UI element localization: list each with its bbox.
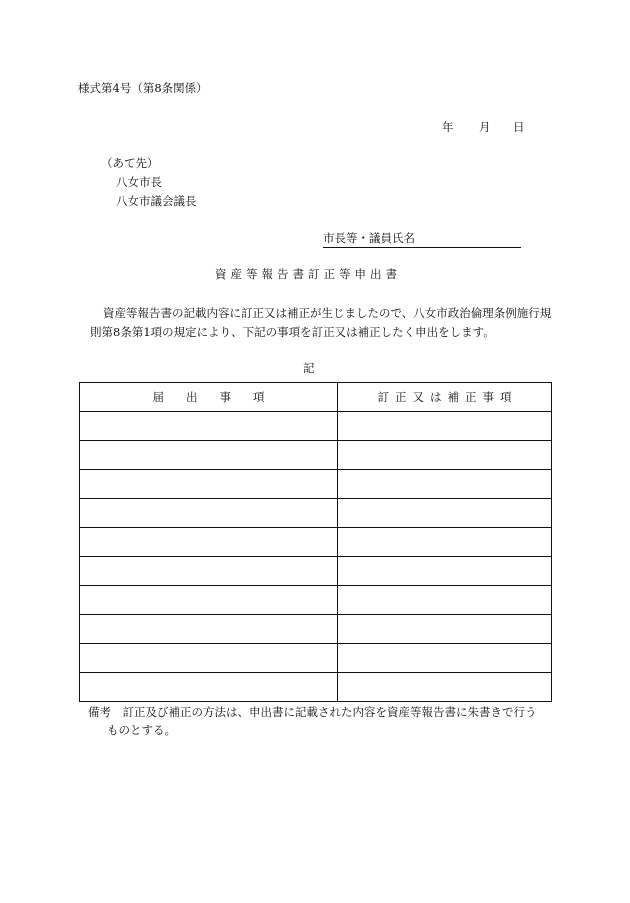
notified-item-cell[interactable] (80, 441, 338, 470)
date-year-label: 年 (442, 120, 454, 134)
correction-item-cell[interactable] (338, 470, 552, 499)
correction-item-cell[interactable] (338, 615, 552, 644)
notified-item-cell[interactable] (80, 557, 338, 586)
notified-item-cell[interactable] (80, 673, 338, 702)
notified-item-cell[interactable] (80, 412, 338, 441)
header-notified-item: 届出事項 (80, 383, 338, 412)
table-row (80, 441, 552, 470)
table-row (80, 586, 552, 615)
addressee-mayor: 八女市長 (116, 175, 162, 189)
table-body (80, 412, 552, 702)
table-row (80, 470, 552, 499)
notified-item-cell[interactable] (80, 615, 338, 644)
ki-heading: 記 (303, 361, 315, 375)
correction-item-cell[interactable] (338, 528, 552, 557)
notified-item-cell[interactable] (80, 528, 338, 557)
table-row (80, 528, 552, 557)
correction-item-cell[interactable] (338, 441, 552, 470)
addressee-heading: （あて先） (101, 156, 159, 170)
body-text: 資産等報告書の記載内容に訂正又は補正が生じましたので、八女市政治倫理条例施行規則第8条第1項の規定により、下記の事項を訂正又は補正したく申出をします。 (90, 306, 552, 339)
notified-item-cell[interactable] (80, 499, 338, 528)
correction-item-cell[interactable] (338, 412, 552, 441)
table-row (80, 644, 552, 673)
correction-item-cell[interactable] (338, 499, 552, 528)
table-row (80, 615, 552, 644)
remarks-note-continued: ものとする。 (107, 723, 176, 737)
document-title: 資産等報告書訂正等申出書 (215, 267, 401, 281)
remarks-note: 備考 訂正及び補正の方法は、申出書に記載された内容を資産等報告書に朱書きで行う (88, 705, 537, 719)
body-paragraph (90, 304, 560, 342)
header-correction-item: 訂正又は補正事項 (338, 383, 552, 412)
signer-name-field: 市長等・議員氏名 (323, 230, 521, 248)
correction-item-cell[interactable] (338, 644, 552, 673)
table-header-row (80, 383, 552, 412)
addressee-council-chair: 八女市議会議長 (116, 194, 197, 208)
notified-item-cell[interactable] (80, 586, 338, 615)
correction-item-cell[interactable] (338, 557, 552, 586)
items-table (79, 382, 552, 702)
table-row (80, 673, 552, 702)
table-row (80, 412, 552, 441)
correction-item-cell[interactable] (338, 586, 552, 615)
notified-item-cell[interactable] (80, 644, 338, 673)
date-month-label: 月 (479, 120, 491, 134)
date-day-label: 日 (513, 120, 525, 134)
form-number: 様式第4号（第8条関係） (78, 81, 208, 95)
correction-item-cell[interactable] (338, 673, 552, 702)
table-row (80, 557, 552, 586)
table-row (80, 499, 552, 528)
notified-item-cell[interactable] (80, 470, 338, 499)
